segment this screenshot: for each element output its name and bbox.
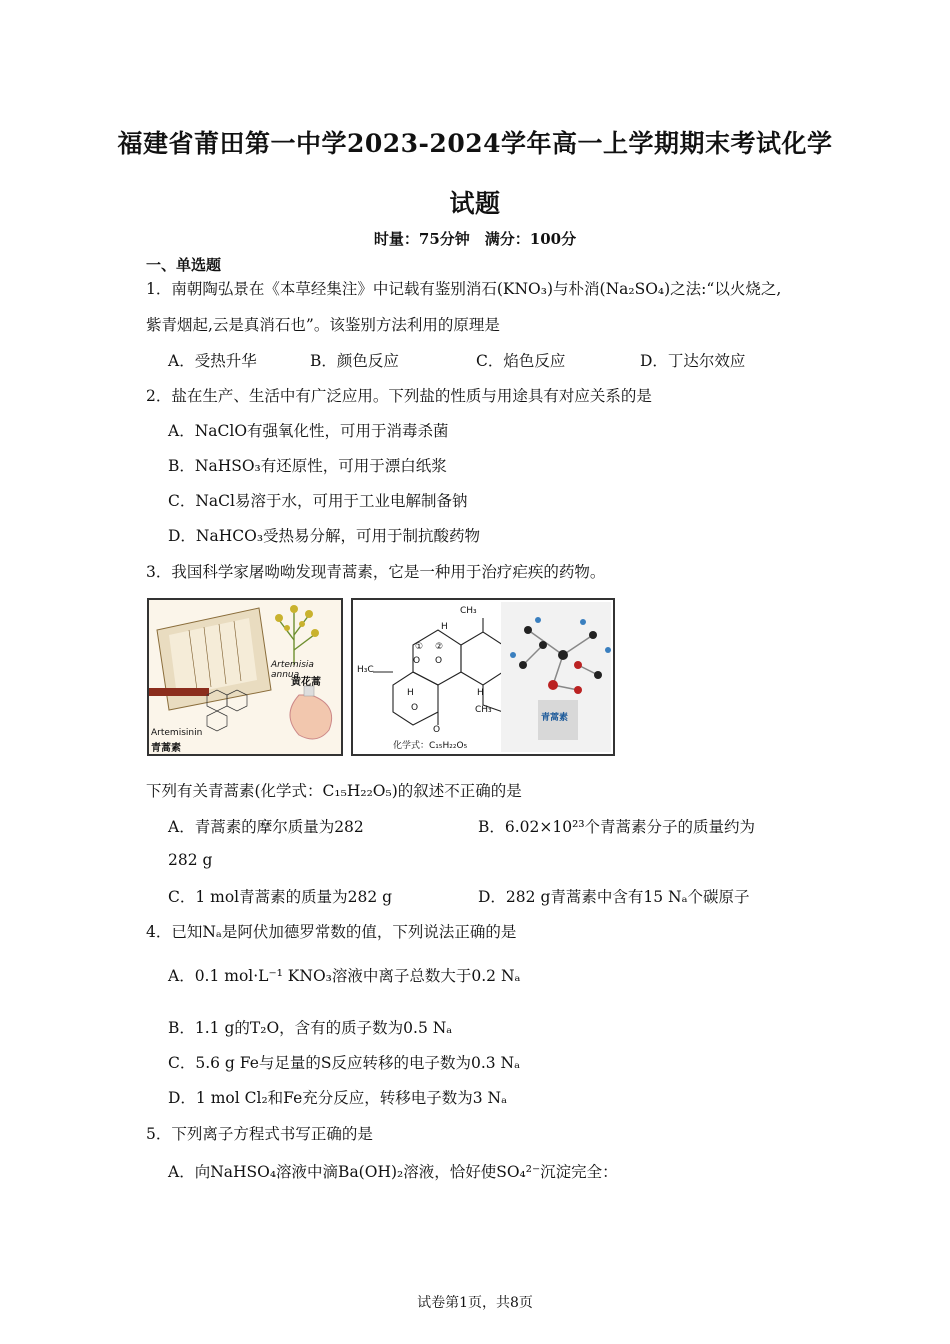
q3-stem: 下列有关青蒿素(化学式：C₁₅H₂₂O₅)的叙述不正确的是 — [146, 782, 522, 800]
q2-text: 2．盐在生产、生活中有广泛应用。下列盐的性质与用途具有对应关系的是 — [146, 387, 652, 405]
q2-option-b: B．NaHSO₃有还原性，可用于漂白纸浆 — [168, 457, 447, 475]
struct-o-2: O — [435, 656, 443, 666]
struct-ch3-top: CH₃ — [460, 606, 477, 616]
qinghaosu-label: 青蒿素 — [151, 743, 181, 754]
q3-option-c: C．1 mol青蒿素的质量为282 g — [168, 888, 393, 906]
formula-label: 化学式：C₁₅H₂₂O₅ — [393, 741, 468, 751]
artemisia-figure — [147, 598, 343, 756]
struct-h3c: H₃C — [357, 665, 374, 675]
q4-text: 4．已知Nₐ是阿伏加德罗常数的值，下列说法正确的是 — [146, 923, 517, 941]
page-title-line2: 试题 — [449, 189, 501, 218]
struct-h-left: H — [407, 688, 414, 698]
q1-text-line1: 1．南朝陶弘景在《本草经集注》中记载有鉴别消石(KNO₃)与朴消(Na₂SO₄)之法:“以火烧之, — [146, 280, 782, 298]
q3-option-b-cont: 282 g — [168, 851, 213, 869]
q1-option-b: B．颜色反应 — [310, 352, 399, 370]
struct-marker-1: ① — [415, 642, 424, 652]
exam-info: 时量：75分钟 满分：100分 — [373, 230, 577, 248]
huanghuahao-label: 黄花蒿 — [291, 677, 321, 688]
q4-option-d: D．1 mol Cl₂和Fe充分反应，转移电子数为3 Nₐ — [168, 1089, 508, 1107]
q3-text: 3．我国科学家屠呦呦发现青蒿素，它是一种用于治疗疟疾的药物。 — [146, 563, 606, 581]
q4-option-a: A．0.1 mol·L⁻¹ KNO₃溶液中离子总数大于0.2 Nₐ — [168, 967, 521, 985]
artemisia-label: Artemisia annua — [271, 660, 314, 680]
q3-option-d: D．282 g青蒿素中含有15 Nₐ个碳原子 — [478, 888, 750, 906]
q1-text-line2: 紫青烟起,云是真消石也”。该鉴别方法利用的原理是 — [146, 316, 500, 334]
struct-marker-2: ② — [435, 642, 444, 652]
page-footer: 试卷第1页，共8页 — [417, 1295, 533, 1311]
struct-o-4: O — [433, 725, 441, 735]
section-heading: 一、单选题 — [146, 256, 222, 274]
q4-option-c: C．5.6 g Fe与足量的S反应转移的电子数为0.3 Nₐ — [168, 1054, 521, 1072]
page-title-line1: 福建省莆田第一中学2023-2024学年高一上学期期末考试化学 — [117, 129, 833, 158]
struct-o-3: O — [411, 703, 419, 713]
bottle-label: 青蒿素 — [541, 713, 569, 723]
struct-ch3-right: CH₃ — [475, 705, 492, 715]
artemisinin-label: Artemisinin — [151, 728, 203, 738]
q5-option-a: A．向NaHSO₄溶液中滴Ba(OH)₂溶液，恰好使SO₄²⁻沉淀完全： — [168, 1163, 618, 1181]
q2-option-d: D．NaHCO₃受热易分解，可用于制抗酸药物 — [168, 527, 481, 545]
q2-option-c: C．NaCl易溶于水，可用于工业电解制备钠 — [168, 492, 468, 510]
struct-h-right: H — [477, 688, 484, 698]
q1-option-c: C．焰色反应 — [476, 352, 566, 370]
q1-option-a: A．受热升华 — [168, 352, 257, 370]
q4-option-b: B．1.1 g的T₂O，含有的质子数为0.5 Nₐ — [168, 1019, 453, 1037]
q1-option-d: D．丁达尔效应 — [640, 352, 746, 370]
q5-text: 5．下列离子方程式书写正确的是 — [146, 1125, 373, 1143]
artemisinin-structure-figure — [351, 598, 615, 756]
q3-option-a: A．青蒿素的摩尔质量为282 — [168, 818, 364, 836]
structure-drawing — [353, 600, 613, 754]
struct-h-top: H — [441, 622, 448, 632]
q2-option-a: A．NaClO有强氧化性，可用于消毒杀菌 — [168, 422, 449, 440]
struct-o-1: O — [413, 656, 421, 666]
q3-option-b: B．6.02×10²³个青蒿素分子的质量约为 — [478, 818, 756, 836]
